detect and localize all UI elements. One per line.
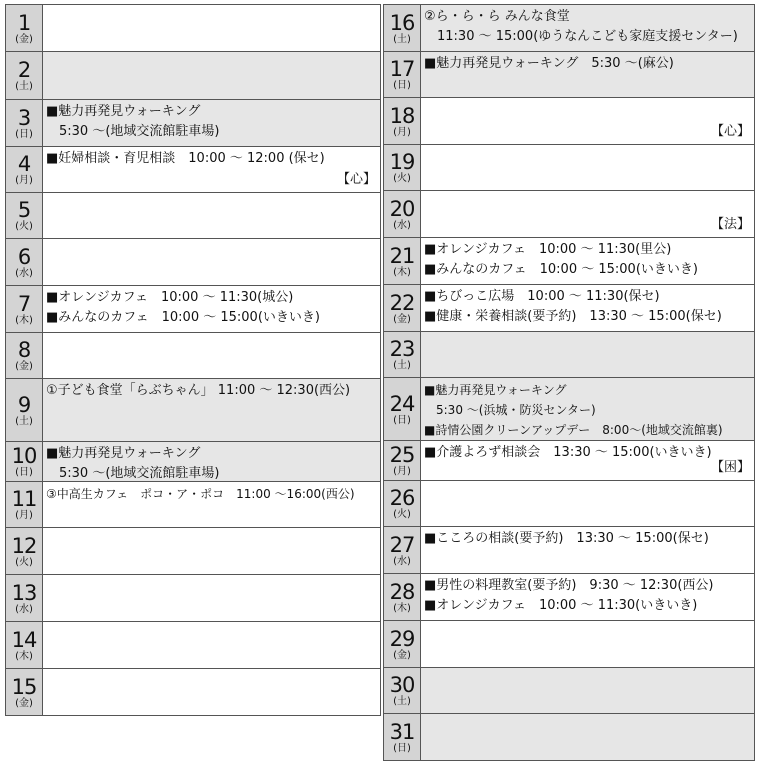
event-cell <box>43 622 380 668</box>
day-cell <box>384 238 421 284</box>
day-cell <box>384 332 421 377</box>
calendar-day-6 <box>5 239 381 286</box>
day-number: 26 <box>389 486 415 510</box>
event-text: ■みんなのカフェ 10:00 〜 15:00(いきいき) <box>46 310 320 325</box>
day-cell <box>6 442 43 481</box>
event-cell <box>43 379 380 441</box>
weekday-label: (土) <box>15 415 33 427</box>
day-cell <box>6 5 43 51</box>
calendar-day-5 <box>5 193 381 239</box>
day-number: 8 <box>17 338 31 362</box>
day-number: 17 <box>389 57 415 81</box>
event-text: ②ら・ら・ら みんな食堂 <box>424 9 570 24</box>
weekday-label: (月) <box>393 466 411 477</box>
weekday-label: (土) <box>393 33 411 45</box>
calendar-day-28 <box>383 574 755 621</box>
weekday-label: (水) <box>15 267 33 279</box>
calendar-day-1 <box>5 4 381 52</box>
event-text: ■ちびっこ広場 10:00 〜 11:30(保セ) <box>424 289 660 304</box>
event-cell <box>43 52 380 99</box>
day-cell <box>384 621 421 667</box>
category-tag: 【心】 <box>336 172 376 187</box>
day-cell <box>6 575 43 621</box>
category-tag: 【心】 <box>710 124 750 139</box>
day-number: 10 <box>11 444 37 468</box>
day-number: 9 <box>17 392 31 417</box>
day-number: 27 <box>389 532 415 557</box>
event-cell <box>43 5 380 51</box>
event-cell <box>43 669 380 715</box>
weekday-label: (月) <box>393 126 411 138</box>
event-cell <box>421 527 754 573</box>
day-cell <box>384 668 421 713</box>
weekday-label: (金) <box>15 33 33 45</box>
calendar-day-11 <box>5 482 381 528</box>
event-cell <box>421 441 754 480</box>
event-cell <box>43 482 380 527</box>
weekday-label: (日) <box>393 742 411 754</box>
calendar-day-7 <box>5 286 381 333</box>
event-text: 5:30 〜(浜城・防災センター) <box>424 403 596 417</box>
day-cell <box>6 239 43 285</box>
event-text: ①子ども食堂「らぶちゃん」 11:00 〜 12:30(西公) <box>46 383 351 398</box>
day-number: 4 <box>17 152 31 176</box>
day-number: 11 <box>11 487 37 511</box>
weekday-label: (日) <box>15 128 33 140</box>
day-cell <box>6 333 43 378</box>
weekday-label: (月) <box>15 510 33 521</box>
calendar-day-20 <box>383 191 755 238</box>
weekday-label: (火) <box>15 221 33 232</box>
event-cell <box>421 145 754 190</box>
calendar-day-18 <box>383 98 755 145</box>
day-number: 6 <box>17 244 31 269</box>
day-cell <box>384 441 421 480</box>
calendar-day-29 <box>383 621 755 668</box>
event-text: ■介護よろず相談会 13:30 〜 15:00(いきいき) <box>424 445 712 460</box>
day-cell <box>384 191 421 237</box>
event-text: ■オレンジカフェ 10:00 〜 11:30(里公) <box>424 242 672 257</box>
event-cell <box>421 98 754 144</box>
calendar-day-2 <box>5 52 381 100</box>
event-text: 5:30 〜(地域交流館駐車場) <box>46 124 220 139</box>
event-text: ■オレンジカフェ 10:00 〜 11:30(城公) <box>46 290 294 305</box>
weekday-label: (月) <box>15 175 33 186</box>
event-text: 11:30 〜 15:00(ゆうなんこども家庭支援センター) <box>424 29 738 44</box>
event-cell <box>421 191 754 237</box>
weekday-label: (水) <box>15 603 33 615</box>
day-cell <box>384 481 421 526</box>
event-cell <box>43 147 380 192</box>
weekday-label: (水) <box>393 555 411 567</box>
event-text: ■魅力再発見ウォーキング <box>46 104 201 119</box>
day-cell <box>6 669 43 715</box>
event-text: ■魅力再発見ウォーキング <box>424 383 567 397</box>
day-cell <box>6 286 43 332</box>
day-number: 1 <box>17 10 31 35</box>
event-text: ■男性の料理教室(要予約) 9:30 〜 12:30(西公) <box>424 578 714 593</box>
calendar-day-26 <box>383 481 755 527</box>
category-tag: 【法】 <box>710 217 750 232</box>
weekday-label: (木) <box>15 314 33 326</box>
day-number: 2 <box>17 58 31 82</box>
day-cell <box>6 100 43 146</box>
day-number: 14 <box>11 627 37 652</box>
weekday-label: (水) <box>393 219 411 231</box>
day-cell <box>384 285 421 331</box>
day-cell <box>384 714 421 760</box>
weekday-label: (土) <box>393 696 411 707</box>
event-cell <box>43 575 380 621</box>
weekday-label: (金) <box>15 361 33 372</box>
calendar-day-4 <box>5 147 381 193</box>
calendar-day-8 <box>5 333 381 379</box>
event-cell <box>43 193 380 238</box>
event-text: 5:30 〜(地域交流館駐車場) <box>46 466 220 481</box>
event-cell <box>421 714 754 760</box>
calendar-day-22 <box>383 285 755 332</box>
weekday-label: (日) <box>393 80 411 91</box>
day-number: 30 <box>389 673 415 697</box>
calendar-day-9 <box>5 379 381 442</box>
weekday-label: (火) <box>393 509 411 520</box>
day-number: 15 <box>11 674 37 699</box>
event-cell <box>43 239 380 285</box>
calendar-column-right <box>383 4 755 761</box>
weekday-label: (火) <box>393 173 411 184</box>
calendar-day-13 <box>5 575 381 622</box>
day-cell <box>6 622 43 668</box>
event-cell <box>43 100 380 146</box>
day-cell <box>384 5 421 51</box>
day-cell <box>384 574 421 620</box>
day-number: 22 <box>389 290 415 315</box>
weekday-label: (日) <box>15 467 33 478</box>
event-cell <box>43 442 380 481</box>
event-text: ■魅力再発見ウォーキング <box>46 446 201 461</box>
weekday-label: (木) <box>393 266 411 278</box>
day-number: 28 <box>389 579 415 604</box>
event-cell <box>421 332 754 377</box>
weekday-label: (土) <box>393 360 411 371</box>
event-cell <box>421 52 754 97</box>
event-cell <box>421 378 754 440</box>
weekday-label: (日) <box>393 414 411 426</box>
day-number: 21 <box>389 243 415 268</box>
calendar-day-24 <box>383 378 755 441</box>
day-number: 18 <box>389 103 415 128</box>
weekday-label: (土) <box>15 81 33 92</box>
weekday-label: (金) <box>15 697 33 709</box>
event-cell <box>43 286 380 332</box>
day-number: 13 <box>11 580 37 605</box>
day-number: 31 <box>389 719 415 744</box>
day-number: 7 <box>17 291 31 316</box>
calendar-column-left <box>5 4 381 716</box>
day-number: 20 <box>389 196 415 221</box>
calendar-day-10 <box>5 442 381 482</box>
calendar-day-21 <box>383 238 755 285</box>
day-cell <box>6 147 43 192</box>
calendar-day-16 <box>383 4 755 52</box>
calendar-day-15 <box>5 669 381 716</box>
day-cell <box>6 482 43 527</box>
calendar-day-14 <box>5 622 381 669</box>
event-cell <box>421 285 754 331</box>
weekday-label: (木) <box>393 602 411 614</box>
calendar-day-12 <box>5 528 381 575</box>
calendar-day-23 <box>383 332 755 378</box>
event-text: ■詩情公園クリーンアップデー 8:00〜(地域交流館裏) <box>424 423 723 437</box>
day-cell <box>384 527 421 573</box>
event-text: ■妊婦相談・育児相談 10:00 〜 12:00 (保セ) <box>46 151 325 166</box>
event-cell <box>421 5 754 51</box>
day-cell <box>6 52 43 99</box>
event-text: ■健康・栄養相談(要予約) 13:30 〜 15:00(保セ) <box>424 309 722 324</box>
event-text: ③中高生カフェ ポコ・ア・ポコ 11:00 〜16:00(西公) <box>46 487 355 501</box>
event-cell <box>421 668 754 713</box>
event-text: ■こころの相談(要予約) 13:30 〜 15:00(保セ) <box>424 531 709 546</box>
calendar-day-31 <box>383 714 755 761</box>
calendar-day-30 <box>383 668 755 714</box>
day-number: 3 <box>17 105 31 130</box>
event-cell <box>43 528 380 574</box>
day-number: 16 <box>389 10 415 35</box>
weekday-label: (火) <box>15 556 33 568</box>
event-text: ■みんなのカフェ 10:00 〜 15:00(いきいき) <box>424 262 698 277</box>
weekday-label: (木) <box>15 650 33 662</box>
day-number: 29 <box>389 626 415 651</box>
day-number: 5 <box>17 198 31 222</box>
day-cell <box>384 52 421 97</box>
event-cell <box>421 481 754 526</box>
day-cell <box>6 193 43 238</box>
day-number: 12 <box>11 533 37 558</box>
calendar-day-27 <box>383 527 755 574</box>
event-text: ■オレンジカフェ 10:00 〜 11:30(いきいき) <box>424 598 698 613</box>
day-cell <box>6 379 43 441</box>
day-cell <box>384 98 421 144</box>
day-number: 25 <box>389 443 415 467</box>
weekday-label: (金) <box>393 313 411 325</box>
calendar-day-25 <box>383 441 755 481</box>
event-text: ■魅力再発見ウォーキング 5:30 〜(麻公) <box>424 56 674 71</box>
category-tag: 【困】 <box>710 460 750 475</box>
day-number: 19 <box>389 150 415 174</box>
event-cell <box>421 238 754 284</box>
event-cell <box>43 333 380 378</box>
calendar-day-3 <box>5 100 381 147</box>
event-cell <box>421 621 754 667</box>
day-number: 23 <box>389 337 415 361</box>
weekday-label: (金) <box>393 649 411 661</box>
calendar-day-17 <box>383 52 755 98</box>
day-number: 24 <box>389 391 415 416</box>
day-cell <box>384 145 421 190</box>
event-cell <box>421 574 754 620</box>
day-cell <box>384 378 421 440</box>
calendar-day-19 <box>383 145 755 191</box>
day-cell <box>6 528 43 574</box>
